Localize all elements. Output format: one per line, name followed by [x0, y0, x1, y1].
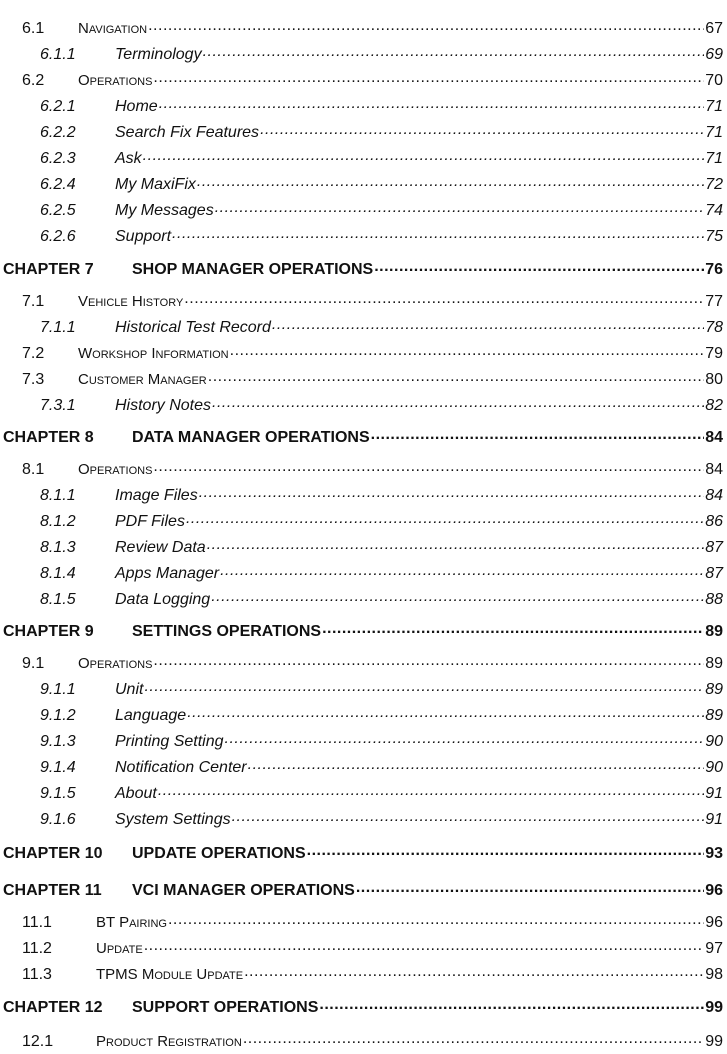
toc-number: 11.1 — [22, 914, 52, 931]
toc-title: Operations — [78, 72, 153, 89]
toc-page: 98 — [705, 966, 723, 983]
toc-page: 78 — [705, 319, 723, 336]
toc-page: 70 — [705, 72, 723, 89]
dot-leader — [215, 199, 705, 215]
toc-entry[interactable] — [0, 963, 723, 987]
toc-title: My Messages — [115, 202, 214, 219]
toc-page: 72 — [705, 176, 723, 193]
dot-leader — [212, 394, 704, 410]
toc-entry[interactable] — [0, 43, 723, 67]
toc-title: Apps Manager — [115, 565, 220, 582]
toc-number: 8.1.4 — [40, 565, 76, 582]
toc-title: VCI MANAGER OPERATIONS — [132, 882, 355, 899]
toc-title: System Settings — [115, 811, 231, 828]
toc-number: 6.1.1 — [40, 46, 76, 63]
toc-chapter[interactable] — [0, 842, 723, 866]
toc-number: CHAPTER 8 — [3, 429, 94, 446]
dot-leader — [319, 996, 704, 1012]
toc-number: 6.2 — [22, 72, 45, 89]
toc-chapter[interactable] — [0, 996, 723, 1020]
toc-entry[interactable] — [0, 1030, 723, 1054]
toc-number: 8.1.2 — [40, 513, 76, 530]
toc-title: Search Fix Features — [115, 124, 260, 141]
dot-leader — [244, 963, 704, 979]
toc-number: 8.1 — [22, 461, 45, 478]
toc-page: 99 — [705, 1033, 723, 1050]
toc-entry[interactable] — [0, 808, 723, 832]
toc-page: 93 — [705, 845, 723, 862]
dot-leader — [144, 678, 704, 694]
toc-page: 77 — [705, 293, 723, 310]
toc-number: CHAPTER 7 — [3, 261, 94, 278]
toc-title: Image Files — [115, 487, 198, 504]
dot-leader — [168, 911, 704, 927]
dot-leader — [187, 704, 704, 720]
toc-title: Product Registration — [96, 1033, 242, 1050]
toc-page: 90 — [705, 759, 723, 776]
toc-number: 11.2 — [22, 940, 52, 957]
toc-entry[interactable] — [0, 562, 723, 586]
toc-entry[interactable] — [0, 730, 723, 754]
dot-leader — [260, 121, 704, 137]
toc-page: 71 — [705, 150, 723, 167]
toc-page: 74 — [705, 202, 723, 219]
dot-leader — [220, 562, 704, 578]
toc-entry[interactable] — [0, 588, 723, 612]
toc-title: Navigation — [78, 20, 148, 37]
toc-page: 99 — [705, 999, 723, 1016]
toc-number: CHAPTER 9 — [3, 623, 94, 640]
toc-number: 7.3.1 — [40, 397, 76, 414]
toc-entry[interactable] — [0, 147, 723, 171]
toc-entry[interactable] — [0, 69, 723, 93]
toc-page: 90 — [705, 733, 723, 750]
toc-title: UPDATE OPERATIONS — [132, 845, 306, 862]
toc-number: 9.1.1 — [40, 681, 76, 698]
toc-title: About — [115, 785, 157, 802]
toc-page: 97 — [705, 940, 723, 957]
toc-title: SHOP MANAGER OPERATIONS — [132, 261, 374, 278]
toc-page: 84 — [705, 487, 723, 504]
toc-number: 6.2.3 — [40, 150, 76, 167]
toc-page: 88 — [705, 591, 723, 608]
toc-number: CHAPTER 12 — [3, 999, 103, 1016]
toc-entry[interactable] — [0, 368, 723, 392]
toc-title: Operations — [78, 461, 153, 478]
toc-entry[interactable] — [0, 782, 723, 806]
dot-leader — [153, 69, 704, 85]
dot-leader — [371, 426, 705, 442]
toc-number: 9.1.6 — [40, 811, 76, 828]
toc-title: DATA MANAGER OPERATIONS — [132, 429, 370, 446]
toc-title: Vehicle History — [78, 293, 184, 310]
toc-page: 96 — [705, 914, 723, 931]
toc-entry[interactable] — [0, 536, 723, 560]
toc-title: Historical Test Record — [115, 319, 271, 336]
toc-title: SETTINGS OPERATIONS — [132, 623, 322, 640]
toc-entry[interactable] — [0, 510, 723, 534]
dot-leader — [248, 756, 705, 772]
toc-entry[interactable] — [0, 95, 723, 119]
toc-title: History Notes — [115, 397, 212, 414]
toc-page: 67 — [705, 20, 723, 37]
toc-number: 6.1 — [22, 20, 45, 37]
dot-leader — [232, 808, 705, 824]
dot-leader — [144, 937, 705, 953]
toc-entry[interactable] — [0, 342, 723, 366]
toc-entry[interactable] — [0, 199, 723, 223]
dot-leader — [230, 342, 705, 358]
toc-entry[interactable] — [0, 290, 723, 314]
toc-page: 91 — [705, 785, 723, 802]
dot-leader — [197, 173, 704, 189]
toc-page: 71 — [705, 124, 723, 141]
toc-page: 89 — [705, 681, 723, 698]
toc-number: 6.2.1 — [40, 98, 76, 115]
toc-title: Update — [96, 940, 143, 957]
toc-page: 79 — [705, 345, 723, 362]
toc-number: 8.1.1 — [40, 487, 76, 504]
dot-leader — [159, 95, 705, 111]
toc-title: Operations — [78, 655, 153, 672]
toc-page: 89 — [705, 707, 723, 724]
toc-entry[interactable] — [0, 652, 723, 676]
toc-title: Support — [115, 228, 172, 245]
dot-leader — [272, 316, 704, 332]
toc-page: 84 — [705, 461, 723, 478]
dot-leader — [211, 588, 704, 604]
toc-page: 82 — [705, 397, 723, 414]
toc-number: 7.3 — [22, 371, 45, 388]
toc-entry[interactable] — [0, 458, 723, 482]
toc-title: Ask — [115, 150, 142, 167]
toc-number: 12.1 — [22, 1033, 54, 1050]
dot-leader — [184, 290, 704, 306]
dot-leader — [322, 620, 704, 636]
toc-page: 87 — [705, 539, 723, 556]
toc-title: Review Data — [115, 539, 206, 556]
dot-leader — [172, 225, 704, 241]
toc-title: Data Logging — [115, 591, 211, 608]
toc-entry[interactable] — [0, 121, 723, 145]
toc-chapter[interactable] — [0, 258, 723, 282]
toc-number: 6.2.5 — [40, 202, 76, 219]
toc-title: BT Pairing — [96, 914, 167, 931]
toc-number: 7.1 — [22, 293, 45, 310]
toc-entry[interactable] — [0, 678, 723, 702]
toc-page: 69 — [705, 46, 723, 63]
toc-number: 11.3 — [22, 966, 52, 983]
toc-title: Unit — [115, 681, 144, 698]
dot-leader — [225, 730, 705, 746]
toc-entry[interactable] — [0, 911, 723, 935]
toc-number: 9.1.3 — [40, 733, 76, 750]
toc-entry[interactable] — [0, 173, 723, 197]
toc-page: 91 — [705, 811, 723, 828]
toc-number: CHAPTER 10 — [3, 845, 103, 862]
toc-page: 87 — [705, 565, 723, 582]
toc-number: 9.1.4 — [40, 759, 76, 776]
toc-chapter[interactable] — [0, 620, 723, 644]
toc-title: PDF Files — [115, 513, 185, 530]
toc-title: Printing Setting — [115, 733, 224, 750]
toc-number: 8.1.3 — [40, 539, 76, 556]
toc-title: Notification Center — [115, 759, 247, 776]
toc-number: 7.2 — [22, 345, 45, 362]
dot-leader — [148, 17, 704, 33]
toc-page: 76 — [705, 261, 723, 278]
toc-page: 96 — [705, 882, 723, 899]
dot-leader — [199, 484, 705, 500]
toc-page: 89 — [705, 623, 723, 640]
dot-leader — [186, 510, 704, 526]
toc-page: 71 — [705, 98, 723, 115]
toc-page: 75 — [705, 228, 723, 245]
toc-entry[interactable] — [0, 756, 723, 780]
toc-number: 7.1.1 — [40, 319, 76, 336]
dot-leader — [207, 536, 705, 552]
dot-leader — [208, 368, 704, 384]
dot-leader — [158, 782, 704, 798]
toc-entry[interactable] — [0, 704, 723, 728]
toc-page: 86 — [705, 513, 723, 530]
toc-page: 84 — [705, 429, 723, 446]
dot-leader — [374, 258, 704, 274]
toc-title: My MaxiFix — [115, 176, 196, 193]
toc-number: 8.1.5 — [40, 591, 76, 608]
dot-leader — [356, 879, 704, 895]
toc-number: 6.2.4 — [40, 176, 76, 193]
dot-leader — [153, 458, 704, 474]
toc-page: 89 — [705, 655, 723, 672]
toc-title: TPMS Module Update — [96, 966, 244, 983]
toc-entry[interactable] — [0, 17, 723, 41]
dot-leader — [143, 147, 705, 163]
toc-number: 9.1.2 — [40, 707, 76, 724]
toc-entry[interactable] — [0, 225, 723, 249]
toc-title: Terminology — [115, 46, 202, 63]
toc-title: Customer Manager — [78, 371, 207, 388]
toc-number: 9.1 — [22, 655, 45, 672]
toc-chapter[interactable] — [0, 426, 723, 450]
dot-leader — [153, 652, 704, 668]
toc-title: Home — [115, 98, 158, 115]
toc-page: 80 — [705, 371, 723, 388]
toc-number: 6.2.6 — [40, 228, 76, 245]
toc-chapter[interactable] — [0, 879, 723, 903]
toc-title: Language — [115, 707, 187, 724]
toc-number: 9.1.5 — [40, 785, 76, 802]
toc-entry[interactable] — [0, 316, 723, 340]
toc-title: SUPPORT OPERATIONS — [132, 999, 319, 1016]
toc-entry[interactable] — [0, 484, 723, 508]
toc-title: Workshop Information — [78, 345, 229, 362]
toc-number: 6.2.2 — [40, 124, 76, 141]
toc-entry[interactable] — [0, 937, 723, 961]
dot-leader — [243, 1030, 704, 1046]
toc-entry[interactable] — [0, 394, 723, 418]
dot-leader — [203, 43, 705, 59]
toc-number: CHAPTER 11 — [3, 882, 102, 899]
dot-leader — [307, 842, 705, 858]
